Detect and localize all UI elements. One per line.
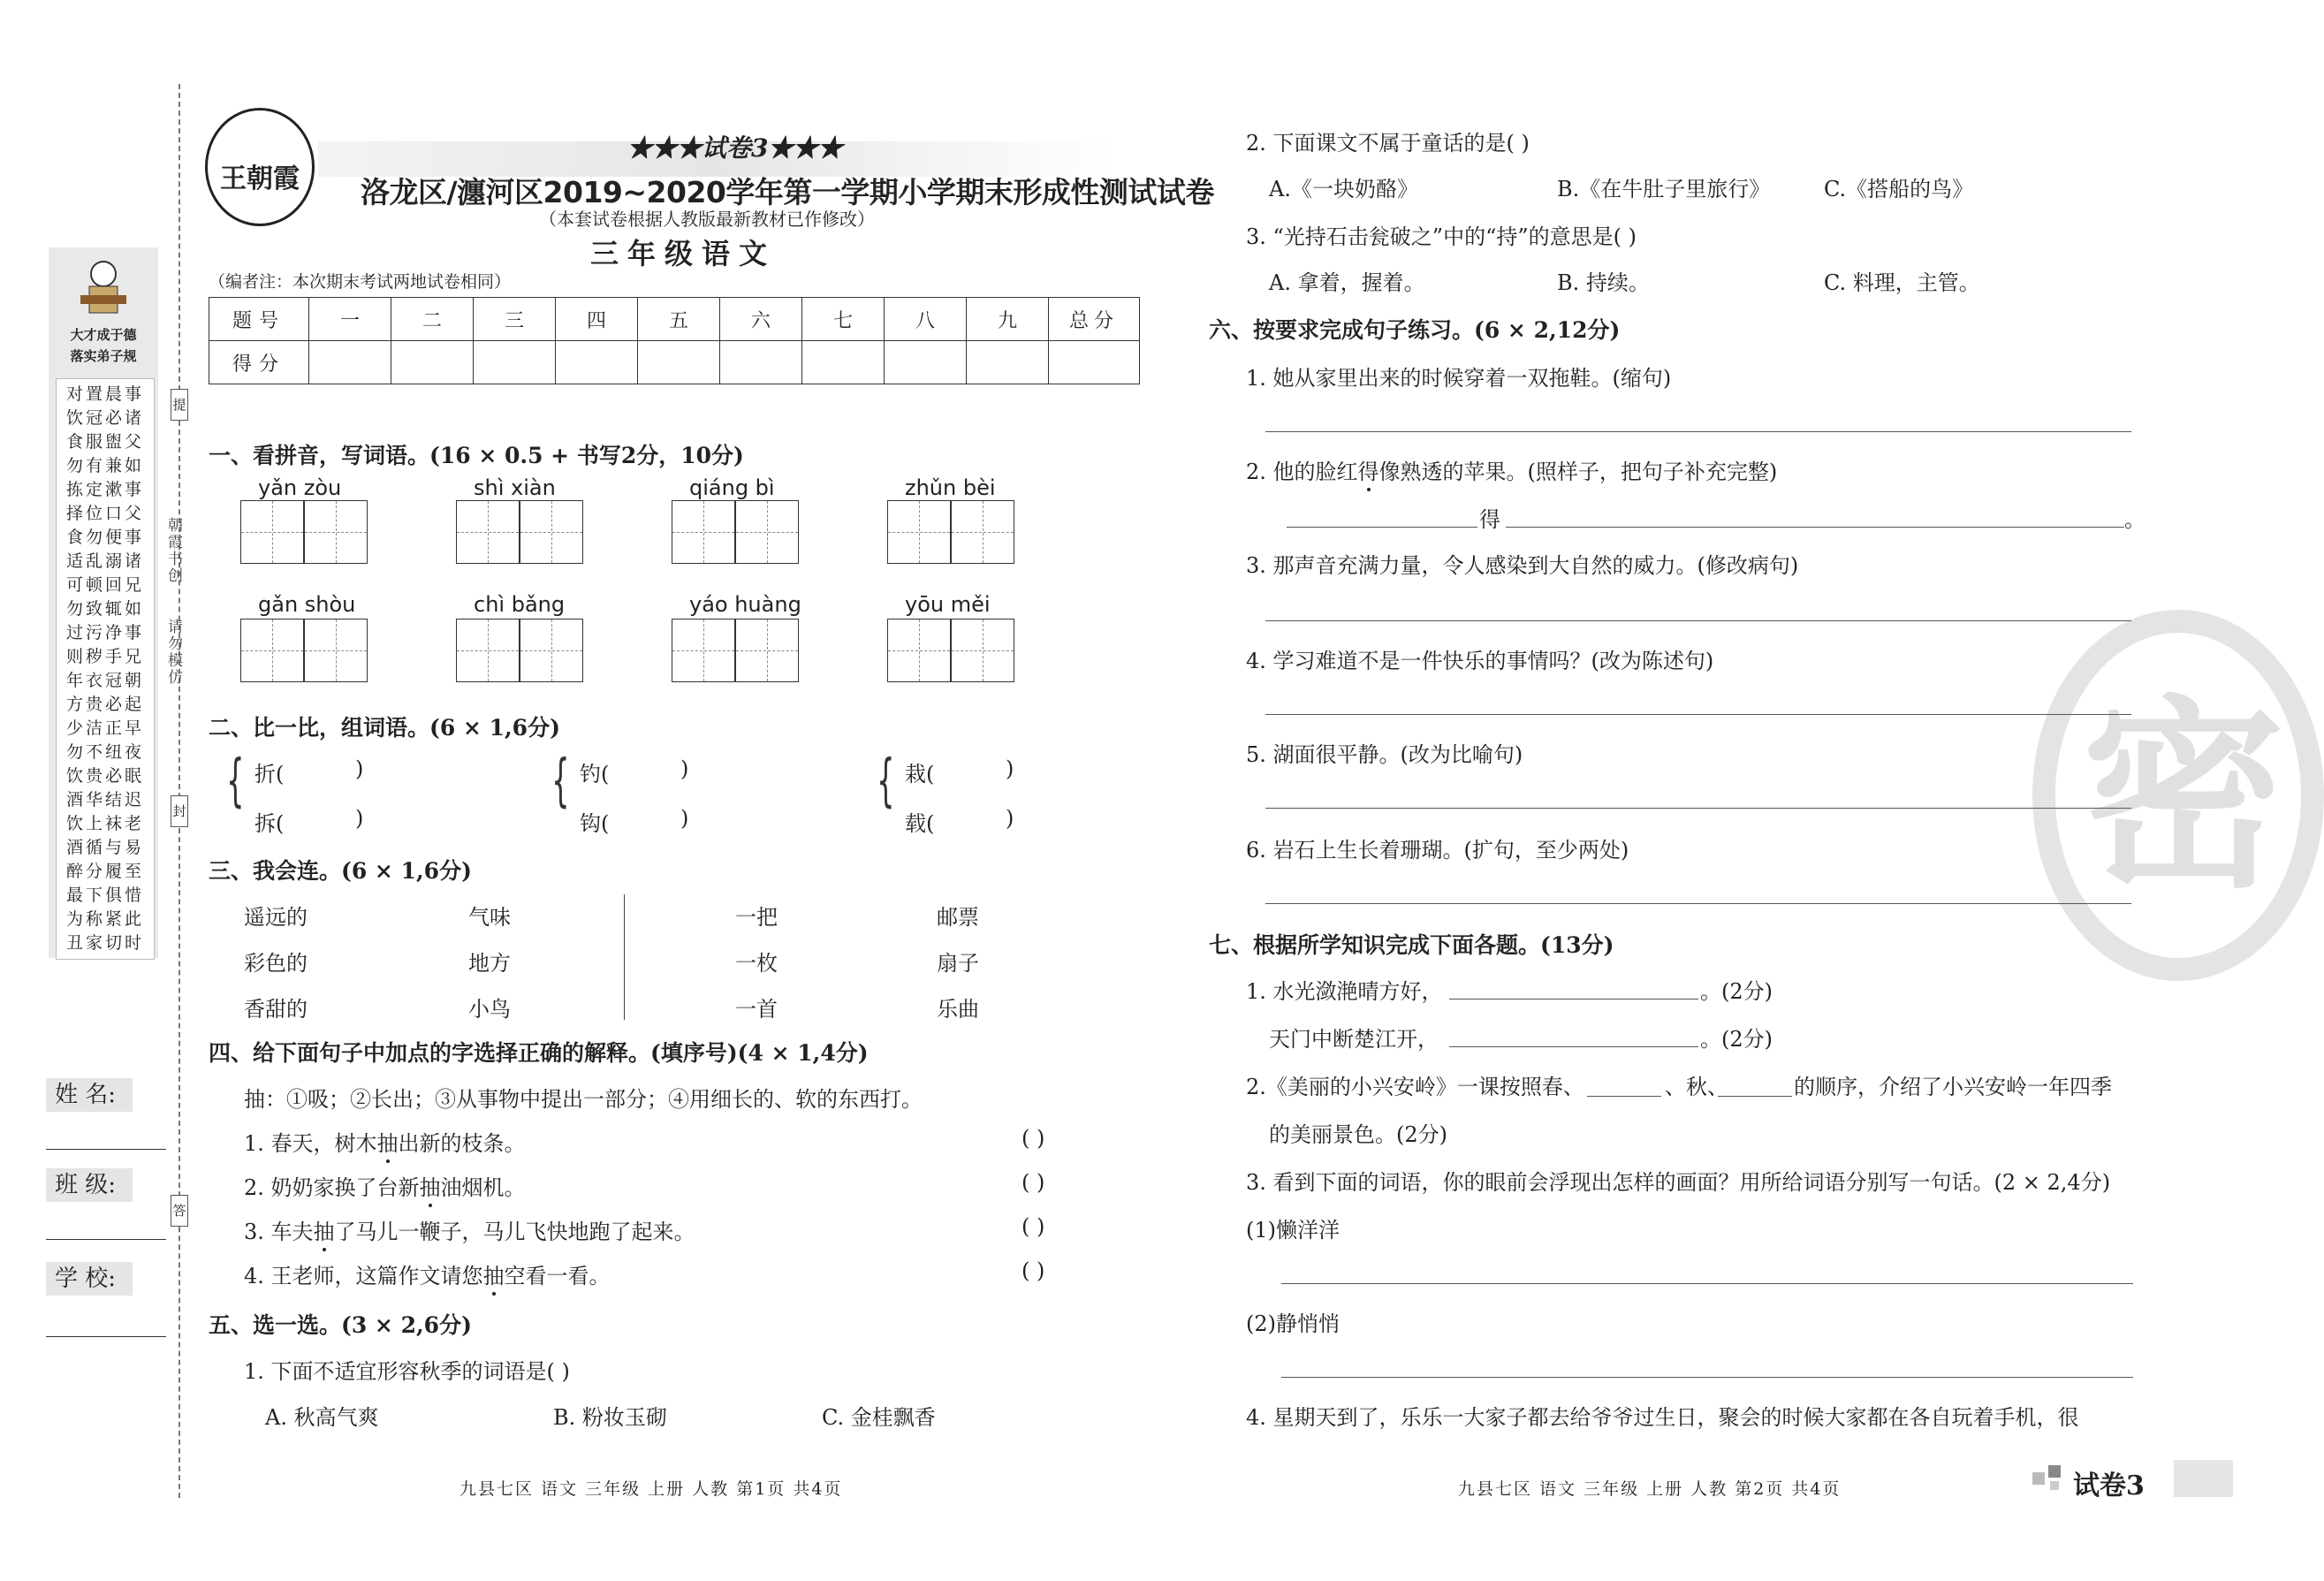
- match-item[interactable]: 一首: [735, 997, 778, 1022]
- poem-row: 勿致辄如: [65, 599, 144, 619]
- s6-q2-blank-2[interactable]: [1506, 527, 2124, 528]
- tianzige-box[interactable]: [951, 500, 1014, 564]
- s5-q3-opt-a[interactable]: A. 拿着，握着。: [1269, 270, 1425, 295]
- match-item[interactable]: 地方: [468, 951, 511, 976]
- s6-q2-end: 。: [2124, 507, 2146, 532]
- poem-row: 拣定漱事: [65, 480, 144, 499]
- poem-row: 年衣冠朝: [65, 671, 144, 690]
- score-entry-cell[interactable]: [309, 341, 391, 384]
- s4-item-pre: 3. 车夫: [244, 1220, 314, 1244]
- school-field[interactable]: [46, 1336, 166, 1337]
- score-header-cell: 八: [885, 298, 967, 341]
- school-label: 学 校:: [46, 1262, 133, 1296]
- pinyin-label: shì xiàn: [474, 475, 556, 500]
- poem-row: 勿不纽夜: [65, 742, 144, 762]
- poem-row: 饮贵必眠: [65, 766, 144, 786]
- exam-title: 洛龙区/瀍河区2019~2020学年第一学期小学期末形成性测试试卷: [361, 175, 1214, 209]
- corner-block-2: [2048, 1465, 2061, 1478]
- pinyin-label: yōu měi: [905, 592, 991, 617]
- compare-answer-close: ): [355, 806, 364, 831]
- s7-q3-1: (1)懒洋洋: [1246, 1218, 1340, 1243]
- poem-row: 可顿回兄: [65, 575, 144, 595]
- compare-char: 钩(: [580, 811, 610, 836]
- class-field[interactable]: [46, 1239, 166, 1240]
- section-1-heading: 一、看拼音，写词语。(16 × 0.5 + 书写2分，10分): [209, 443, 744, 468]
- match-item[interactable]: 一枚: [735, 951, 778, 976]
- s6-q4: 4. 学习难道不是一件快乐的事情吗？(改为陈述句): [1246, 649, 1714, 673]
- score-header-cell: 四: [556, 298, 638, 341]
- tianzige-box[interactable]: [735, 619, 799, 682]
- motto-1: 大才成于德: [70, 327, 137, 343]
- tianzige-box[interactable]: [520, 619, 583, 682]
- binding-tag-mid: 封: [171, 795, 188, 827]
- s4-answer-paren[interactable]: ( ): [1021, 1170, 1045, 1195]
- s7-q1a-blank[interactable]: [1449, 999, 1698, 1000]
- s4-answer-paren[interactable]: ( ): [1021, 1126, 1045, 1151]
- s5-q1-opt-b[interactable]: B. 粉妆玉砌: [553, 1405, 667, 1430]
- s7-q1a-end: 。(2分): [1700, 979, 1773, 1004]
- compare-answer-close: ): [355, 756, 364, 781]
- score-table: [209, 297, 1140, 384]
- brace: {: [226, 749, 245, 814]
- match-item[interactable]: 香甜的: [244, 997, 308, 1022]
- exam-subtitle: （本套试卷根据人教版最新教材已作修改）: [539, 209, 875, 230]
- brand-name: 王朝霞: [220, 163, 300, 194]
- poem-row: 少洁正早: [65, 718, 144, 738]
- s6-q2-mid: 得: [1479, 507, 1500, 532]
- match-item[interactable]: 乐曲: [937, 997, 979, 1022]
- s4-item: [244, 1170, 526, 1201]
- s4-answer-paren[interactable]: ( ): [1021, 1214, 1045, 1239]
- match-item[interactable]: 气味: [468, 905, 511, 930]
- score-header-cell: 六: [720, 298, 802, 341]
- s4-item-post: 油烟机。: [440, 1175, 526, 1200]
- binding-line: [178, 84, 180, 1498]
- s5-q3-opt-c[interactable]: C. 料理，主管。: [1824, 270, 1980, 295]
- s7-q2-c: 的顺序，介绍了小兴安岭一年四季: [1794, 1075, 2112, 1099]
- s6-q2: [1246, 454, 1777, 485]
- s4-dotted-char: 抽: [482, 1264, 505, 1288]
- s4-item: [244, 1258, 611, 1289]
- poem-row: 最下俱惜: [65, 886, 144, 905]
- section-7-heading: 七、根据所学知识完成下面各题。(13分): [1209, 932, 1614, 958]
- section-3-heading: 三、我会连。(6 × 1,6分): [209, 858, 472, 884]
- compare-answer-close: ): [1006, 756, 1014, 781]
- binding-tag-top: 提: [171, 389, 188, 421]
- s4-item: [244, 1214, 695, 1245]
- tianzige-box[interactable]: [520, 500, 583, 564]
- brace: {: [877, 749, 895, 814]
- poem-row: 过污净事: [65, 623, 144, 642]
- motto-2: 落实弟子规: [70, 348, 137, 364]
- s4-item: [244, 1126, 526, 1157]
- class-label: 班 级:: [46, 1168, 133, 1202]
- s5-q2-opt-c[interactable]: C.《搭船的鸟》: [1824, 177, 1974, 201]
- s7-q4: 4. 星期天到了，乐乐一大家子都去给爷爷过生日，聚会的时候大家都在各自玩着手机，很: [1246, 1405, 2079, 1430]
- poem-row: 饮冠必诸: [65, 408, 144, 428]
- s5-q1-opt-c[interactable]: C. 金桂飘香: [822, 1405, 936, 1430]
- corner-block-1: [2032, 1472, 2045, 1485]
- s7-q2-b: 、秋、: [1665, 1075, 1728, 1099]
- compare-char: 钓(: [580, 762, 610, 787]
- s7-q3-2-answer-line[interactable]: [1281, 1377, 2133, 1378]
- pinyin-label: qiáng bì: [689, 475, 775, 500]
- s6-q3: 3. 那声音充满力量，令人感染到大自然的威力。(修改病句): [1246, 553, 1799, 578]
- poem-row: 丑家切时: [65, 933, 144, 953]
- compare-answer-close: ): [680, 756, 689, 781]
- s6-q2-post: 像熟透的苹果。(照样子，把句子补充完整): [1378, 460, 1778, 484]
- s4-item-post: 空看一看。: [504, 1264, 611, 1288]
- s7-q1b-end: 。(2分): [1700, 1027, 1773, 1052]
- vertical-note-2: 请勿模仿: [164, 619, 182, 686]
- score-header-cell: 总分: [1049, 298, 1140, 341]
- s6-q2-dotted-char: 得: [1357, 460, 1379, 484]
- s4-dotted-char: 抽: [419, 1175, 441, 1200]
- secret-stamp: [2032, 610, 2324, 981]
- pinyin-label: chì bǎng: [474, 592, 566, 617]
- poem-row: 醉分履至: [65, 862, 144, 881]
- compare-char: 栽(: [905, 762, 935, 787]
- section-6-heading: 六、按要求完成句子练习。(6 × 2,12分): [1209, 317, 1621, 343]
- poem-row: 酒循与易: [65, 838, 144, 857]
- brace: {: [551, 749, 570, 814]
- match-item[interactable]: 遥远的: [244, 905, 308, 930]
- s6-q2-pre: 2. 他的脸红: [1246, 460, 1358, 484]
- score-entry-cell[interactable]: [720, 341, 802, 384]
- tianzige-box[interactable]: [304, 500, 368, 564]
- pinyin-label: gǎn shòu: [258, 592, 356, 617]
- poem-row: 食勿便事: [65, 528, 144, 547]
- s7-q3-2: (2)静悄悄: [1246, 1311, 1340, 1336]
- tianzige-box[interactable]: [240, 619, 304, 682]
- section-5-heading: 五、选一选。(3 × 2,6分): [209, 1312, 472, 1338]
- tianzige-box[interactable]: [672, 619, 735, 682]
- exam-tag: ★★★试卷3★★★: [627, 133, 843, 163]
- pinyin-label: yáo huàng: [689, 592, 801, 617]
- footer-right: 九县七区 语文 三年级 上册 人教 第2页 共4页: [1458, 1479, 1842, 1499]
- s5-q1-opt-a[interactable]: A. 秋高气爽: [265, 1405, 379, 1430]
- compare-answer-close: ): [680, 806, 689, 831]
- score-entry-cell[interactable]: [474, 341, 556, 384]
- s6-q6: 6. 岩石上生长着珊瑚。(扩句，至少两处): [1246, 838, 1629, 863]
- s7-q3-1-answer-line[interactable]: [1281, 1283, 2133, 1284]
- compare-char: 拆(: [254, 811, 285, 836]
- s4-answer-paren[interactable]: ( ): [1021, 1258, 1045, 1283]
- poem-row: 适乱溺诸: [65, 551, 144, 571]
- match-item[interactable]: 扇子: [937, 951, 979, 976]
- section-2-heading: 二、比一比，组词语。(6 × 1,6分): [209, 715, 560, 741]
- poem-row: 酒华结迟: [65, 790, 144, 810]
- corner-tag: [2032, 1460, 2233, 1501]
- brand-logo: [205, 108, 315, 226]
- stamp-char: 密: [2082, 677, 2286, 916]
- poem-row: 为称紧此: [65, 909, 144, 929]
- editor-note: （编者注：本次期末考试两地试卷相同）: [209, 272, 512, 292]
- tianzige-box[interactable]: [951, 619, 1014, 682]
- s6-q1-answer-line[interactable]: [1265, 431, 2131, 432]
- s5-q2-opt-b[interactable]: B.《在牛肚子里旅行》: [1557, 177, 1771, 201]
- score-header-cell: 九: [967, 298, 1049, 341]
- tianzige-box[interactable]: [456, 619, 520, 682]
- s4-item-post: 了马儿一鞭子，马儿飞快地跑了起来。: [334, 1220, 695, 1244]
- poem-row: 食服盥父: [65, 432, 144, 452]
- tianzige-box[interactable]: [887, 500, 951, 564]
- s5-q3-opt-b[interactable]: B. 持续。: [1557, 270, 1650, 295]
- footer-left: 九县七区 语文 三年级 上册 人教 第1页 共4页: [459, 1479, 843, 1499]
- s4-item-post: 出新的枝条。: [398, 1131, 526, 1156]
- s7-q2-blank-2[interactable]: [1718, 1096, 1792, 1097]
- corner-bar: [2174, 1460, 2233, 1497]
- poem-row: 对置晨事: [65, 384, 144, 404]
- score-entry-cell[interactable]: [391, 341, 474, 384]
- s7-q2-d: 的美丽景色。(2分): [1269, 1122, 1447, 1147]
- binding-tag-bottom: 答: [171, 1195, 188, 1227]
- tianzige-box[interactable]: [887, 619, 951, 682]
- s6-q5: 5. 湖面很平静。(改为比喻句): [1246, 742, 1523, 767]
- s5-q1: 1. 下面不适宜形容秋季的词语是( ): [244, 1359, 570, 1384]
- match-item[interactable]: 小鸟: [468, 997, 511, 1022]
- score-label: 得分: [209, 341, 309, 384]
- s6-q5-answer-line[interactable]: [1265, 808, 2131, 809]
- poem-row: 饮上袜老: [65, 814, 144, 833]
- s4-options: 抽：①吸；②长出；③从事物中提出一部分；④用细长的、软的东西打。: [244, 1087, 923, 1112]
- poem-row: 方贵必起: [65, 695, 144, 714]
- score-header-cell: 一: [309, 298, 391, 341]
- vertical-note-1: 朝霞书创: [164, 517, 182, 584]
- s5-q3: 3. “光持石击瓮破之”中的“持”的意思是( ): [1246, 224, 1637, 249]
- s5-q2-opt-a[interactable]: A.《一块奶酪》: [1269, 177, 1418, 201]
- grade-subject: 三年级语文: [590, 237, 777, 270]
- s4-item-pre: 4. 王老师，这篇作文请您: [244, 1264, 483, 1288]
- compare-char: 载(: [905, 811, 935, 836]
- score-entry-cell[interactable]: [885, 341, 967, 384]
- s5-q2: 2. 下面课文不属于童话的是( ): [1246, 131, 1530, 156]
- pinyin-label: zhǔn bèi: [905, 475, 996, 500]
- tianzige-box[interactable]: [240, 500, 304, 564]
- scholar-illustration: [77, 256, 130, 318]
- s4-dotted-char: 抽: [376, 1131, 399, 1156]
- name-field[interactable]: [46, 1149, 166, 1150]
- tianzige-box[interactable]: [735, 500, 799, 564]
- score-entry-cell[interactable]: [1049, 341, 1140, 384]
- s4-item-pre: 1. 春天，树木: [244, 1131, 377, 1156]
- s6-q1: 1. 她从家里出来的时候穿着一双拖鞋。(缩句): [1246, 366, 1672, 391]
- score-entry-cell[interactable]: [802, 341, 885, 384]
- s7-q2-blank-1[interactable]: [1587, 1096, 1661, 1097]
- score-header-cell: 三: [474, 298, 556, 341]
- score-entry-cell[interactable]: [556, 341, 638, 384]
- section-4-heading: 四、给下面句子中加点的字选择正确的解释。(填序号)(4 × 1,4分): [209, 1040, 869, 1066]
- compare-answer-close: ): [1006, 806, 1014, 831]
- s4-item-pre: 2. 奶奶家换了台新: [244, 1175, 420, 1200]
- score-header-label: 题号: [209, 298, 309, 341]
- match-item[interactable]: 邮票: [937, 905, 979, 930]
- s7-q1b: 天门中断楚江开，: [1269, 1027, 1439, 1052]
- name-label: 姓 名:: [46, 1078, 133, 1112]
- s7-q1b-blank[interactable]: [1449, 1046, 1698, 1047]
- corner-block-3: [2050, 1481, 2059, 1490]
- score-header-cell: 五: [638, 298, 720, 341]
- match-item[interactable]: 一把: [735, 905, 778, 930]
- score-entry-cell[interactable]: [638, 341, 720, 384]
- tianzige-box[interactable]: [672, 500, 735, 564]
- dizigui-poem: [56, 378, 155, 960]
- s6-q2-blank-1[interactable]: [1287, 527, 1477, 528]
- corner-label: 试卷3: [2073, 1471, 2145, 1501]
- poem-row: 勿有兼如: [65, 456, 144, 475]
- s7-q3: 3. 看到下面的词语，你的眼前会浮现出怎样的画面？用所给词语分别写一句话。(2 × 2,4分): [1246, 1170, 2111, 1195]
- sidebar-panel: [49, 247, 158, 958]
- s6-q3-answer-line[interactable]: [1265, 620, 2131, 621]
- poem-row: 则秽手兄: [65, 647, 144, 666]
- s7-q2-a: 2.《美丽的小兴安岭》一课按照春、: [1246, 1075, 1584, 1099]
- matching-divider: [624, 894, 625, 1020]
- match-item[interactable]: 彩色的: [244, 951, 308, 976]
- poem-row: 择位口父: [65, 504, 144, 523]
- pinyin-label: yǎn zòu: [258, 475, 342, 500]
- s6-q4-answer-line[interactable]: [1265, 714, 2131, 715]
- score-entry-cell[interactable]: [967, 341, 1049, 384]
- tianzige-box[interactable]: [456, 500, 520, 564]
- score-header-cell: 二: [391, 298, 474, 341]
- s4-dotted-char: 抽: [313, 1220, 335, 1244]
- tianzige-box[interactable]: [304, 619, 368, 682]
- s6-q6-answer-line[interactable]: [1265, 903, 2131, 904]
- s7-q1a: 1. 水光潋滟晴方好，: [1246, 979, 1443, 1004]
- compare-char: 折(: [254, 762, 285, 787]
- score-header-cell: 七: [802, 298, 885, 341]
